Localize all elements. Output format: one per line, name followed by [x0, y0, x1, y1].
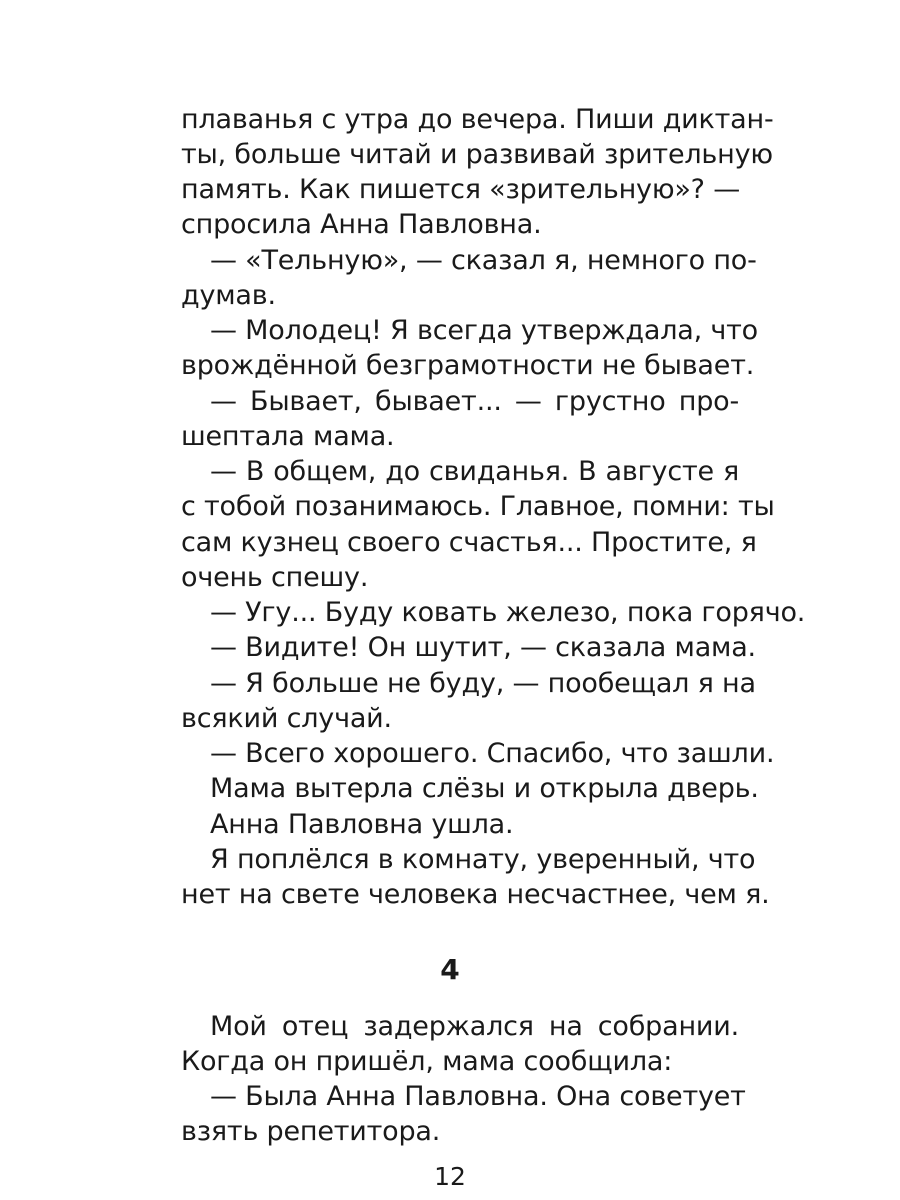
text-line: нет на свете человека несчастнее, чем я.	[181, 879, 770, 910]
text-line: думав.	[181, 280, 276, 311]
text-line: — Молодец! Я всегда утверждала, что	[210, 315, 759, 346]
text-line: врождённой безграмотности не бывает.	[181, 350, 755, 381]
text-line: сам кузнец своего счастья... Простите, я	[181, 527, 757, 558]
text-line: — В общем, до свиданья. В августе я	[210, 456, 739, 487]
text-line: с тобой позанимаюсь. Главное, помни: ты	[181, 491, 775, 522]
text-line: — «Тельную», — сказал я, немного по-	[210, 245, 757, 276]
text-line: память. Как пишется «зрительную»? —	[181, 174, 740, 205]
text-line: Когда он пришёл, мама сообщила:	[181, 1046, 673, 1077]
text-line: Мама вытерла слёзы и открыла дверь.	[210, 773, 759, 804]
text-line: — Бывает, бывает... — грустно про-	[210, 386, 739, 417]
text-line: Анна Павловна ушла.	[210, 809, 514, 840]
text-line: очень спешу.	[181, 562, 369, 593]
text-line: — Угу... Буду ковать железо, пока горячо.	[210, 597, 806, 628]
text-line: Я поплёлся в комнату, уверенный, что	[210, 844, 756, 875]
page-number: 12	[434, 1162, 466, 1191]
text-line: — Видите! Он шутит, — сказала мама.	[210, 632, 756, 663]
text-line: — Всего хорошего. Спасибо, что зашли.	[210, 738, 775, 769]
text-line: шептала мама.	[181, 421, 395, 452]
chapter-number: 4	[440, 953, 460, 986]
text-line: спросила Анна Павловна.	[181, 209, 542, 240]
text-line: взять репетитора.	[181, 1116, 441, 1147]
text-line: плаванья с утра до вечера. Пиши диктан-	[181, 104, 774, 135]
text-line: — Была Анна Павловна. Она советует	[210, 1081, 746, 1112]
text-line: — Я больше не буду, — пообещал я на	[210, 668, 756, 699]
text-line: всякий случай.	[181, 703, 392, 734]
text-line: ты, больше читай и развивай зрительную	[181, 139, 773, 170]
text-line: Мой отец задержался на собрании.	[210, 1011, 739, 1042]
